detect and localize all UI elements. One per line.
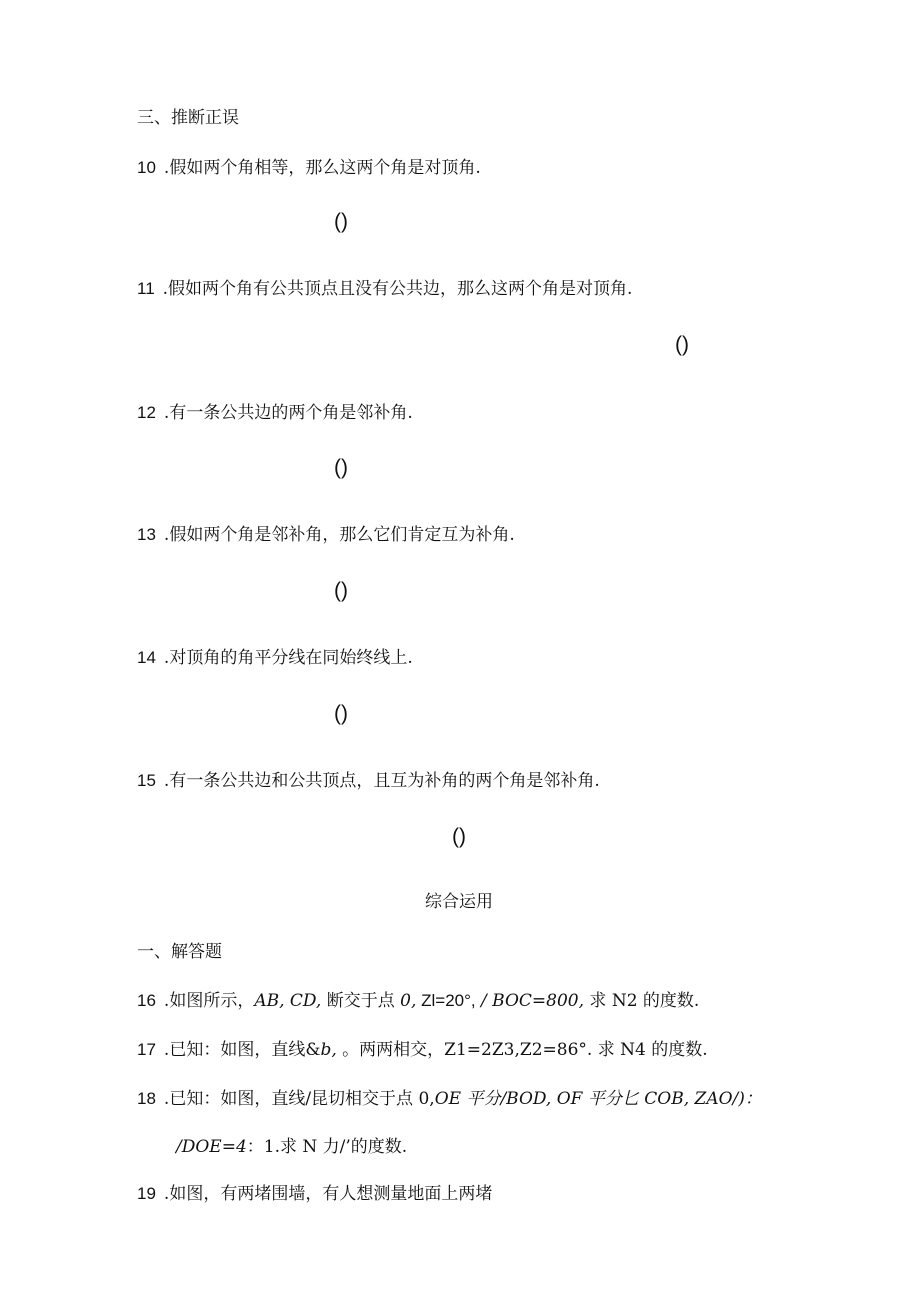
question-number: 19: [137, 1184, 156, 1203]
question-number: 12: [137, 403, 156, 422]
question-11: [137, 278, 632, 300]
question-text: 。两两相交，Z1=2Z3,Z2=86°. 求 N4 的度数.: [336, 1040, 708, 1060]
question-number: 14: [137, 648, 156, 667]
question-text: .假如两个角相等，那么这两个角是对顶角.: [163, 158, 481, 178]
question-number: 18: [137, 1089, 156, 1108]
question-text: 求 N2 的度数.: [584, 991, 700, 1011]
question-text: .已知：如图，直线&: [163, 1040, 321, 1060]
question-18-continued: [176, 1136, 407, 1158]
question-text: ：1.求 N 力/’的度数.: [246, 1137, 408, 1157]
section-heading-text: 三、推断正误: [137, 108, 239, 128]
answer-parentheses-11: (): [675, 333, 689, 356]
answer-parentheses-12: (): [334, 456, 348, 479]
question-text: .有一条公共边和公共顶点，且互为补角的两个角是邻补角.: [163, 771, 600, 791]
question-10: [137, 157, 481, 179]
question-number: 15: [137, 771, 156, 790]
question-text-italic: /DOE=4: [176, 1137, 247, 1157]
answer-parentheses-10: (): [334, 210, 348, 233]
question-number: 10: [137, 158, 156, 177]
section-heading-true-false: [137, 107, 239, 129]
question-text: Zl=20°,: [416, 991, 476, 1010]
question-text: .已知：如图，直线/昆切相交于点 0,: [163, 1089, 435, 1109]
question-number: 16: [137, 991, 156, 1010]
question-text-italic: 0,: [400, 991, 417, 1011]
question-18: [137, 1088, 762, 1110]
question-19: [137, 1183, 492, 1205]
question-13: [137, 524, 515, 546]
question-number: 11: [137, 279, 155, 298]
question-number: 13: [137, 525, 156, 544]
question-text: .对顶角的角平分线在同始终线上.: [163, 648, 413, 668]
question-text-italic: AB, CD,: [254, 991, 322, 1011]
question-12: [137, 402, 413, 424]
question-15: [137, 770, 600, 792]
question-16: [137, 990, 699, 1012]
section-title-comprehensive: 综合运用: [425, 892, 493, 912]
answer-parentheses-14: (): [334, 702, 348, 725]
question-text: .如图，有两堵围墙，有人想测量地面上两堵: [163, 1184, 493, 1204]
question-text: .如图所示，: [163, 991, 255, 1011]
answer-parentheses-15: (): [452, 825, 466, 848]
question-14: [137, 647, 413, 669]
question-text: 断交于点: [321, 991, 401, 1011]
question-text: .有一条公共边的两个角是邻补角.: [163, 403, 413, 423]
question-17: [137, 1039, 708, 1061]
answer-parentheses-13: (): [334, 579, 348, 602]
question-text-italic: OE 平分/BOD, OF 平分匕 COB, ZAO/)：: [434, 1089, 762, 1109]
question-text: .假如两个角有公共顶点且没有公共边，那么这两个角是对顶角.: [162, 279, 633, 299]
section-heading-answer: 一、解答题: [137, 942, 222, 962]
question-text: .假如两个角是邻补角，那么它们肯定互为补角.: [163, 525, 515, 545]
question-text-italic: b,: [320, 1040, 337, 1060]
question-number: 17: [137, 1040, 156, 1059]
question-text-italic: / BOC=800,: [475, 991, 585, 1011]
